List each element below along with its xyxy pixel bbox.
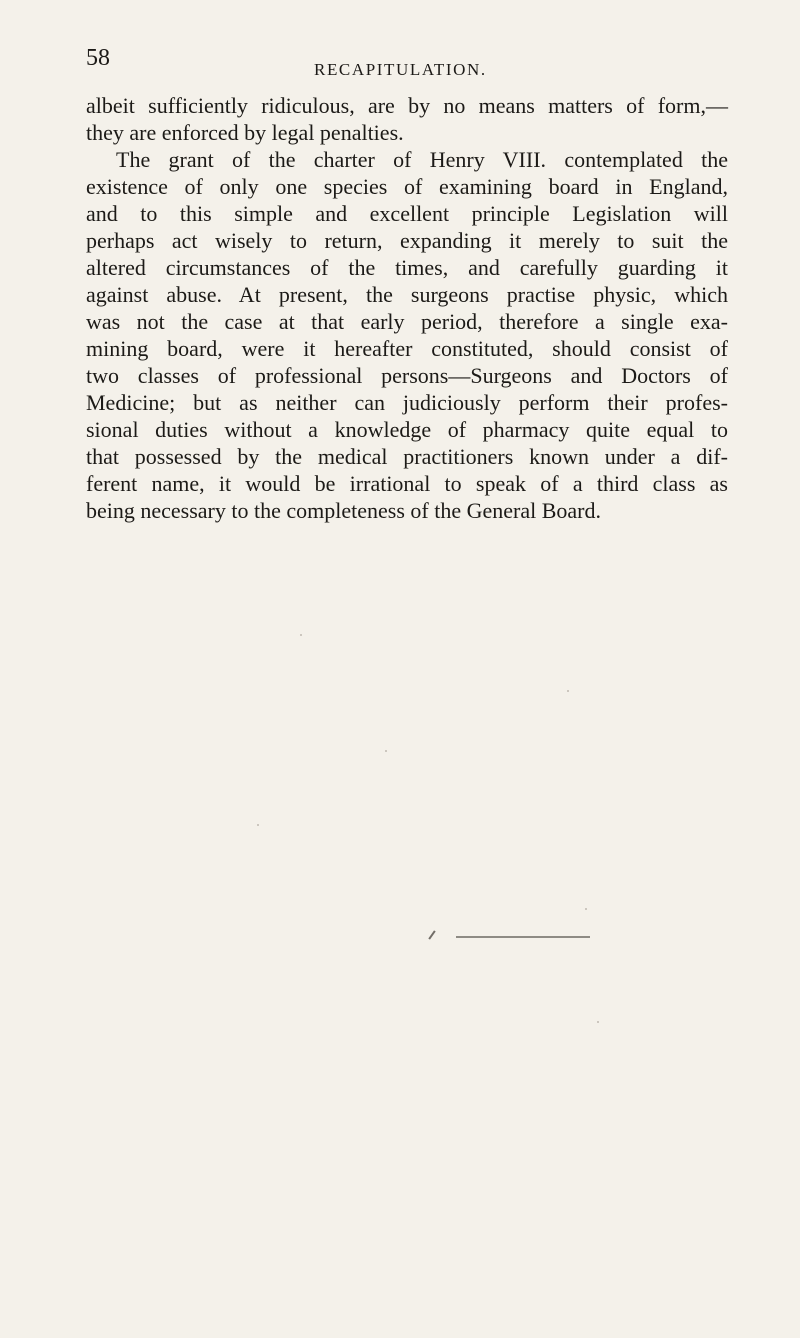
paper-speck (257, 824, 259, 826)
text-line: and to this simple and excellent principle Legislation will (86, 201, 728, 226)
text-line: albeit sufficiently ridiculous, are by no means matters of form,— (86, 93, 728, 118)
end-rule (456, 936, 590, 938)
paper-speck (567, 690, 569, 692)
text-line: The grant of the charter of Henry VIII. contemplated the (116, 147, 728, 172)
text-line: altered circumstances of the times, and carefully guarding it (86, 255, 728, 280)
text-line: was not the case at that early period, therefore a single exa- (86, 309, 728, 334)
paper-speck (385, 750, 387, 752)
text-line: two classes of professional persons—Surgeons and Doctors of (86, 363, 728, 388)
text-line: sional duties without a knowledge of pharmacy quite equal to (86, 417, 728, 442)
text-line: perhaps act wisely to return, expanding it merely to suit the (86, 228, 728, 253)
paper-speck (597, 1021, 599, 1023)
paper-speck (585, 908, 587, 910)
running-head: RECAPITULATION. (314, 60, 487, 79)
pencil-tick-mark (428, 930, 435, 939)
page-number: 58 (86, 45, 110, 71)
body-text (86, 92, 728, 524)
text-line: against abuse. At present, the surgeons practise physic, which (86, 282, 728, 307)
text-line: they are enforced by legal penalties. (86, 120, 404, 145)
text-line: ferent name, it would be irrational to speak of a third class as (86, 471, 728, 496)
text-line: being necessary to the completeness of the General Board. (86, 498, 601, 523)
text-line: mining board, were it hereafter constituted, should consist of (86, 336, 728, 361)
paper-speck (300, 634, 302, 636)
text-line: that possessed by the medical practitioners known under a dif- (86, 444, 728, 469)
text-line: existence of only one species of examining board in England, (86, 174, 728, 199)
text-line: Medicine; but as neither can judiciously perform their profes- (86, 390, 728, 415)
